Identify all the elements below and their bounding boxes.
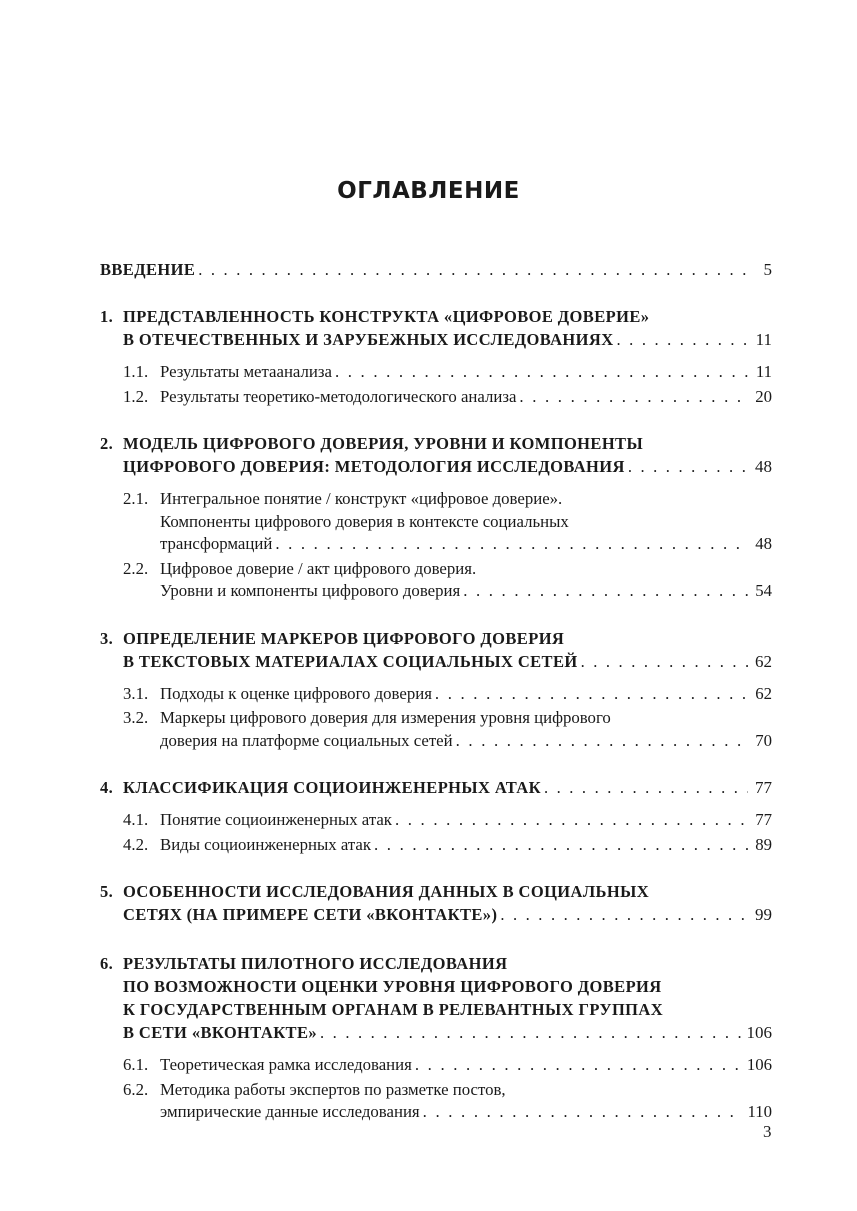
- toc-line: [100, 361, 772, 384]
- toc-line: [100, 1021, 772, 1044]
- toc-subsection-number: 2.2.: [123, 558, 149, 578]
- toc-subsection-title: Подходы к оценке цифрового доверия: [160, 683, 432, 703]
- toc-section-number: 4.: [100, 778, 114, 797]
- toc-section-title: ОСОБЕННОСТИ ИССЛЕДОВАНИЯ ДАННЫХ В СОЦИАЛЬНЫХ: [123, 882, 650, 901]
- toc-entry-title: ВВЕДЕНИЕ: [100, 260, 196, 279]
- toc-line: [100, 952, 772, 975]
- toc-subsections: [100, 488, 772, 603]
- toc-page-number: 54: [755, 581, 772, 600]
- toc-subsection-title: Уровни и компоненты цифрового доверия: [160, 581, 461, 600]
- toc-page-number: 106: [746, 1055, 772, 1074]
- toc-subsection-title: Интегральное понятие / конструкт «цифровое доверие».: [160, 489, 563, 508]
- toc-subsection-title: Понятие социоинженерных атак: [160, 810, 392, 829]
- toc-line: [100, 432, 772, 455]
- toc-line: [100, 683, 772, 706]
- dot-leader: [275, 533, 748, 556]
- toc-subsection-number: 2.1.: [123, 489, 149, 508]
- dot-leader: [374, 834, 748, 857]
- toc-subsection-title: Теоретическая рамка исследования: [160, 1055, 412, 1074]
- toc-line: [100, 558, 772, 581]
- toc-line: [100, 305, 772, 328]
- dot-leader: [423, 1101, 742, 1124]
- toc-page-number: 110: [747, 1102, 772, 1121]
- toc-page-number: 20: [755, 386, 772, 406]
- toc-section-title: ОПРЕДЕЛЕНИЕ МАРКЕРОВ ЦИФРОВОГО ДОВЕРИЯ: [123, 628, 565, 648]
- toc-page-number: 48: [755, 457, 772, 476]
- page-number: 3: [763, 1122, 772, 1141]
- dot-leader: [617, 328, 748, 351]
- toc-section-title: В ОТЕЧЕСТВЕННЫХ И ЗАРУБЕЖНЫХ ИССЛЕДОВАНИЯХ: [123, 330, 614, 349]
- toc-subsection-title: Цифровое доверие / акт цифрового доверия.: [160, 558, 477, 578]
- toc-line: [100, 903, 772, 926]
- toc-section-title: ПО ВОЗМОЖНОСТИ ОЦЕНКИ УРОВНЯ ЦИФРОВОГО ДОВЕРИЯ: [123, 977, 662, 996]
- toc-subsection-number: 3.1.: [123, 683, 149, 703]
- toc-subsection-number: 6.2.: [123, 1079, 149, 1099]
- toc-subsection-number: 4.1.: [123, 810, 149, 829]
- toc-line: [100, 328, 772, 351]
- dot-leader: [463, 580, 748, 603]
- toc-line: [100, 834, 772, 857]
- toc-line: [100, 650, 772, 673]
- toc-line: [100, 776, 772, 799]
- toc-subsections: [100, 1054, 772, 1124]
- toc-section-title: СЕТЯХ (НА ПРИМЕРЕ СЕТИ «ВКОНТАКТЕ»): [123, 905, 498, 924]
- toc-line: [100, 627, 772, 650]
- toc-subsection-title: Виды социоинженерных атак: [160, 834, 371, 854]
- toc-subsection[interactable]: [100, 1054, 772, 1077]
- dot-leader: [628, 455, 748, 478]
- toc-subsection-title: Результаты метаанализа: [160, 362, 332, 381]
- dot-leader: [456, 730, 748, 753]
- toc-subsection-title: Компоненты цифрового доверия в контексте социальных: [160, 511, 569, 531]
- toc-line: [100, 386, 772, 409]
- toc-section-number: 5.: [100, 882, 114, 901]
- dot-leader: [500, 903, 748, 926]
- toc-section-3[interactable]: [100, 627, 772, 673]
- toc-section-title: К ГОСУДАРСТВЕННЫМ ОРГАНАМ В РЕЛЕВАНТНЫХ ГРУППАХ: [123, 1000, 664, 1019]
- toc-subsection[interactable]: [100, 834, 772, 857]
- toc-section-title: МОДЕЛЬ ЦИФРОВОГО ДОВЕРИЯ, УРОВНИ И КОМПОНЕНТЫ: [123, 434, 644, 453]
- toc-section-number: 6.: [100, 954, 114, 973]
- toc-page-number: 77: [755, 810, 772, 829]
- toc-subsections: [100, 683, 772, 753]
- toc-line: [100, 580, 772, 603]
- toc-line: [100, 1101, 772, 1124]
- dot-leader: [544, 776, 748, 799]
- toc-subsection-number: 3.2.: [123, 708, 149, 727]
- toc-page-number: 99: [755, 905, 772, 924]
- toc-subsection-title: трансформаций: [160, 534, 273, 553]
- dot-leader: [320, 1021, 740, 1044]
- toc-page-number: 11: [755, 330, 772, 349]
- toc-section-title: В ТЕКСТОВЫХ МАТЕРИАЛАХ СОЦИАЛЬНЫХ СЕТЕЙ: [123, 651, 578, 671]
- toc-subsection[interactable]: [100, 361, 772, 384]
- dot-leader: [198, 258, 748, 281]
- toc-page-number: 48: [755, 534, 772, 553]
- toc-page-number: 70: [755, 730, 772, 750]
- toc-subsection-title: доверия на платформе социальных сетей: [160, 730, 453, 750]
- toc-section-title: В СЕТИ «ВКОНТАКТЕ»: [123, 1023, 318, 1042]
- toc-line: [100, 707, 772, 730]
- dot-leader: [581, 650, 748, 673]
- toc-page-number: 89: [755, 834, 772, 854]
- toc-line: [100, 880, 772, 903]
- toc-section-1[interactable]: [100, 305, 772, 351]
- toc-section-4[interactable]: [100, 776, 772, 799]
- toc-subsection-title: Методика работы экспертов по разметке постов,: [160, 1079, 506, 1099]
- toc-line: [100, 511, 772, 534]
- toc-subsections: [100, 361, 772, 408]
- toc-section-5[interactable]: [100, 880, 772, 926]
- toc-subsection[interactable]: [100, 558, 772, 603]
- dot-leader: [415, 1054, 741, 1077]
- toc-subsection-number: 1.1.: [123, 362, 149, 381]
- toc-page-number: 77: [755, 778, 772, 797]
- toc-line: [100, 975, 772, 998]
- dot-leader: [395, 809, 748, 832]
- toc-subsections: [100, 809, 772, 856]
- toc-line: [100, 488, 772, 511]
- toc-page-number: 11: [755, 362, 772, 381]
- toc-section-title: РЕЗУЛЬТАТЫ ПИЛОТНОГО ИССЛЕДОВАНИЯ: [123, 954, 508, 973]
- dot-leader: [335, 361, 748, 384]
- toc-line: [100, 1079, 772, 1102]
- toc-section-number: 3.: [100, 628, 114, 648]
- toc-section-title: КЛАССИФИКАЦИЯ СОЦИОИНЖЕНЕРНЫХ АТАК: [123, 778, 541, 797]
- toc-section-2[interactable]: [100, 432, 772, 478]
- toc-subsection[interactable]: [100, 809, 772, 832]
- toc-subsection[interactable]: [100, 707, 772, 752]
- toc-page-number: 62: [755, 651, 772, 671]
- toc-subsection-title: Маркеры цифрового доверия для измерения уровня цифрового: [160, 708, 611, 727]
- toc-subsection-number: 4.2.: [123, 834, 149, 854]
- toc-section-title: ПРЕДСТАВЛЕННОСТЬ КОНСТРУКТА «ЦИФРОВОЕ ДОВЕРИЕ»: [123, 307, 650, 326]
- toc-subsection-number: 1.2.: [123, 386, 149, 406]
- toc-line: [100, 998, 772, 1021]
- toc-line: [100, 533, 772, 556]
- toc-subsection-title: Результаты теоретико-методологического анализа: [160, 386, 517, 406]
- toc-section-title: ЦИФРОВОГО ДОВЕРИЯ: МЕТОДОЛОГИЯ ИССЛЕДОВАНИЯ: [123, 457, 625, 476]
- toc-subsection[interactable]: [100, 683, 772, 706]
- toc-subsection[interactable]: [100, 1079, 772, 1124]
- toc-line: [100, 258, 772, 281]
- dot-leader: [519, 386, 748, 409]
- toc-subsection-number: 6.1.: [123, 1055, 149, 1074]
- toc-page-number: 62: [755, 683, 772, 703]
- page-title: ОГЛАВЛЕНИЕ: [337, 178, 520, 204]
- toc-subsection[interactable]: [100, 386, 772, 409]
- toc-entry-intro[interactable]: [100, 258, 772, 281]
- toc-page-number: 106: [746, 1023, 772, 1042]
- table-of-contents: [100, 258, 772, 1148]
- toc-line: [100, 730, 772, 753]
- toc-subsection-title: эмпирические данные исследования: [160, 1102, 420, 1121]
- toc-section-6[interactable]: [100, 952, 772, 1044]
- toc-subsection[interactable]: [100, 488, 772, 556]
- toc-section-number: 1.: [100, 307, 114, 326]
- toc-page-number: 5: [763, 260, 772, 279]
- toc-line: [100, 455, 772, 478]
- toc-line: [100, 809, 772, 832]
- toc-section-number: 2.: [100, 434, 114, 453]
- toc-line: [100, 1054, 772, 1077]
- dot-leader: [435, 683, 748, 706]
